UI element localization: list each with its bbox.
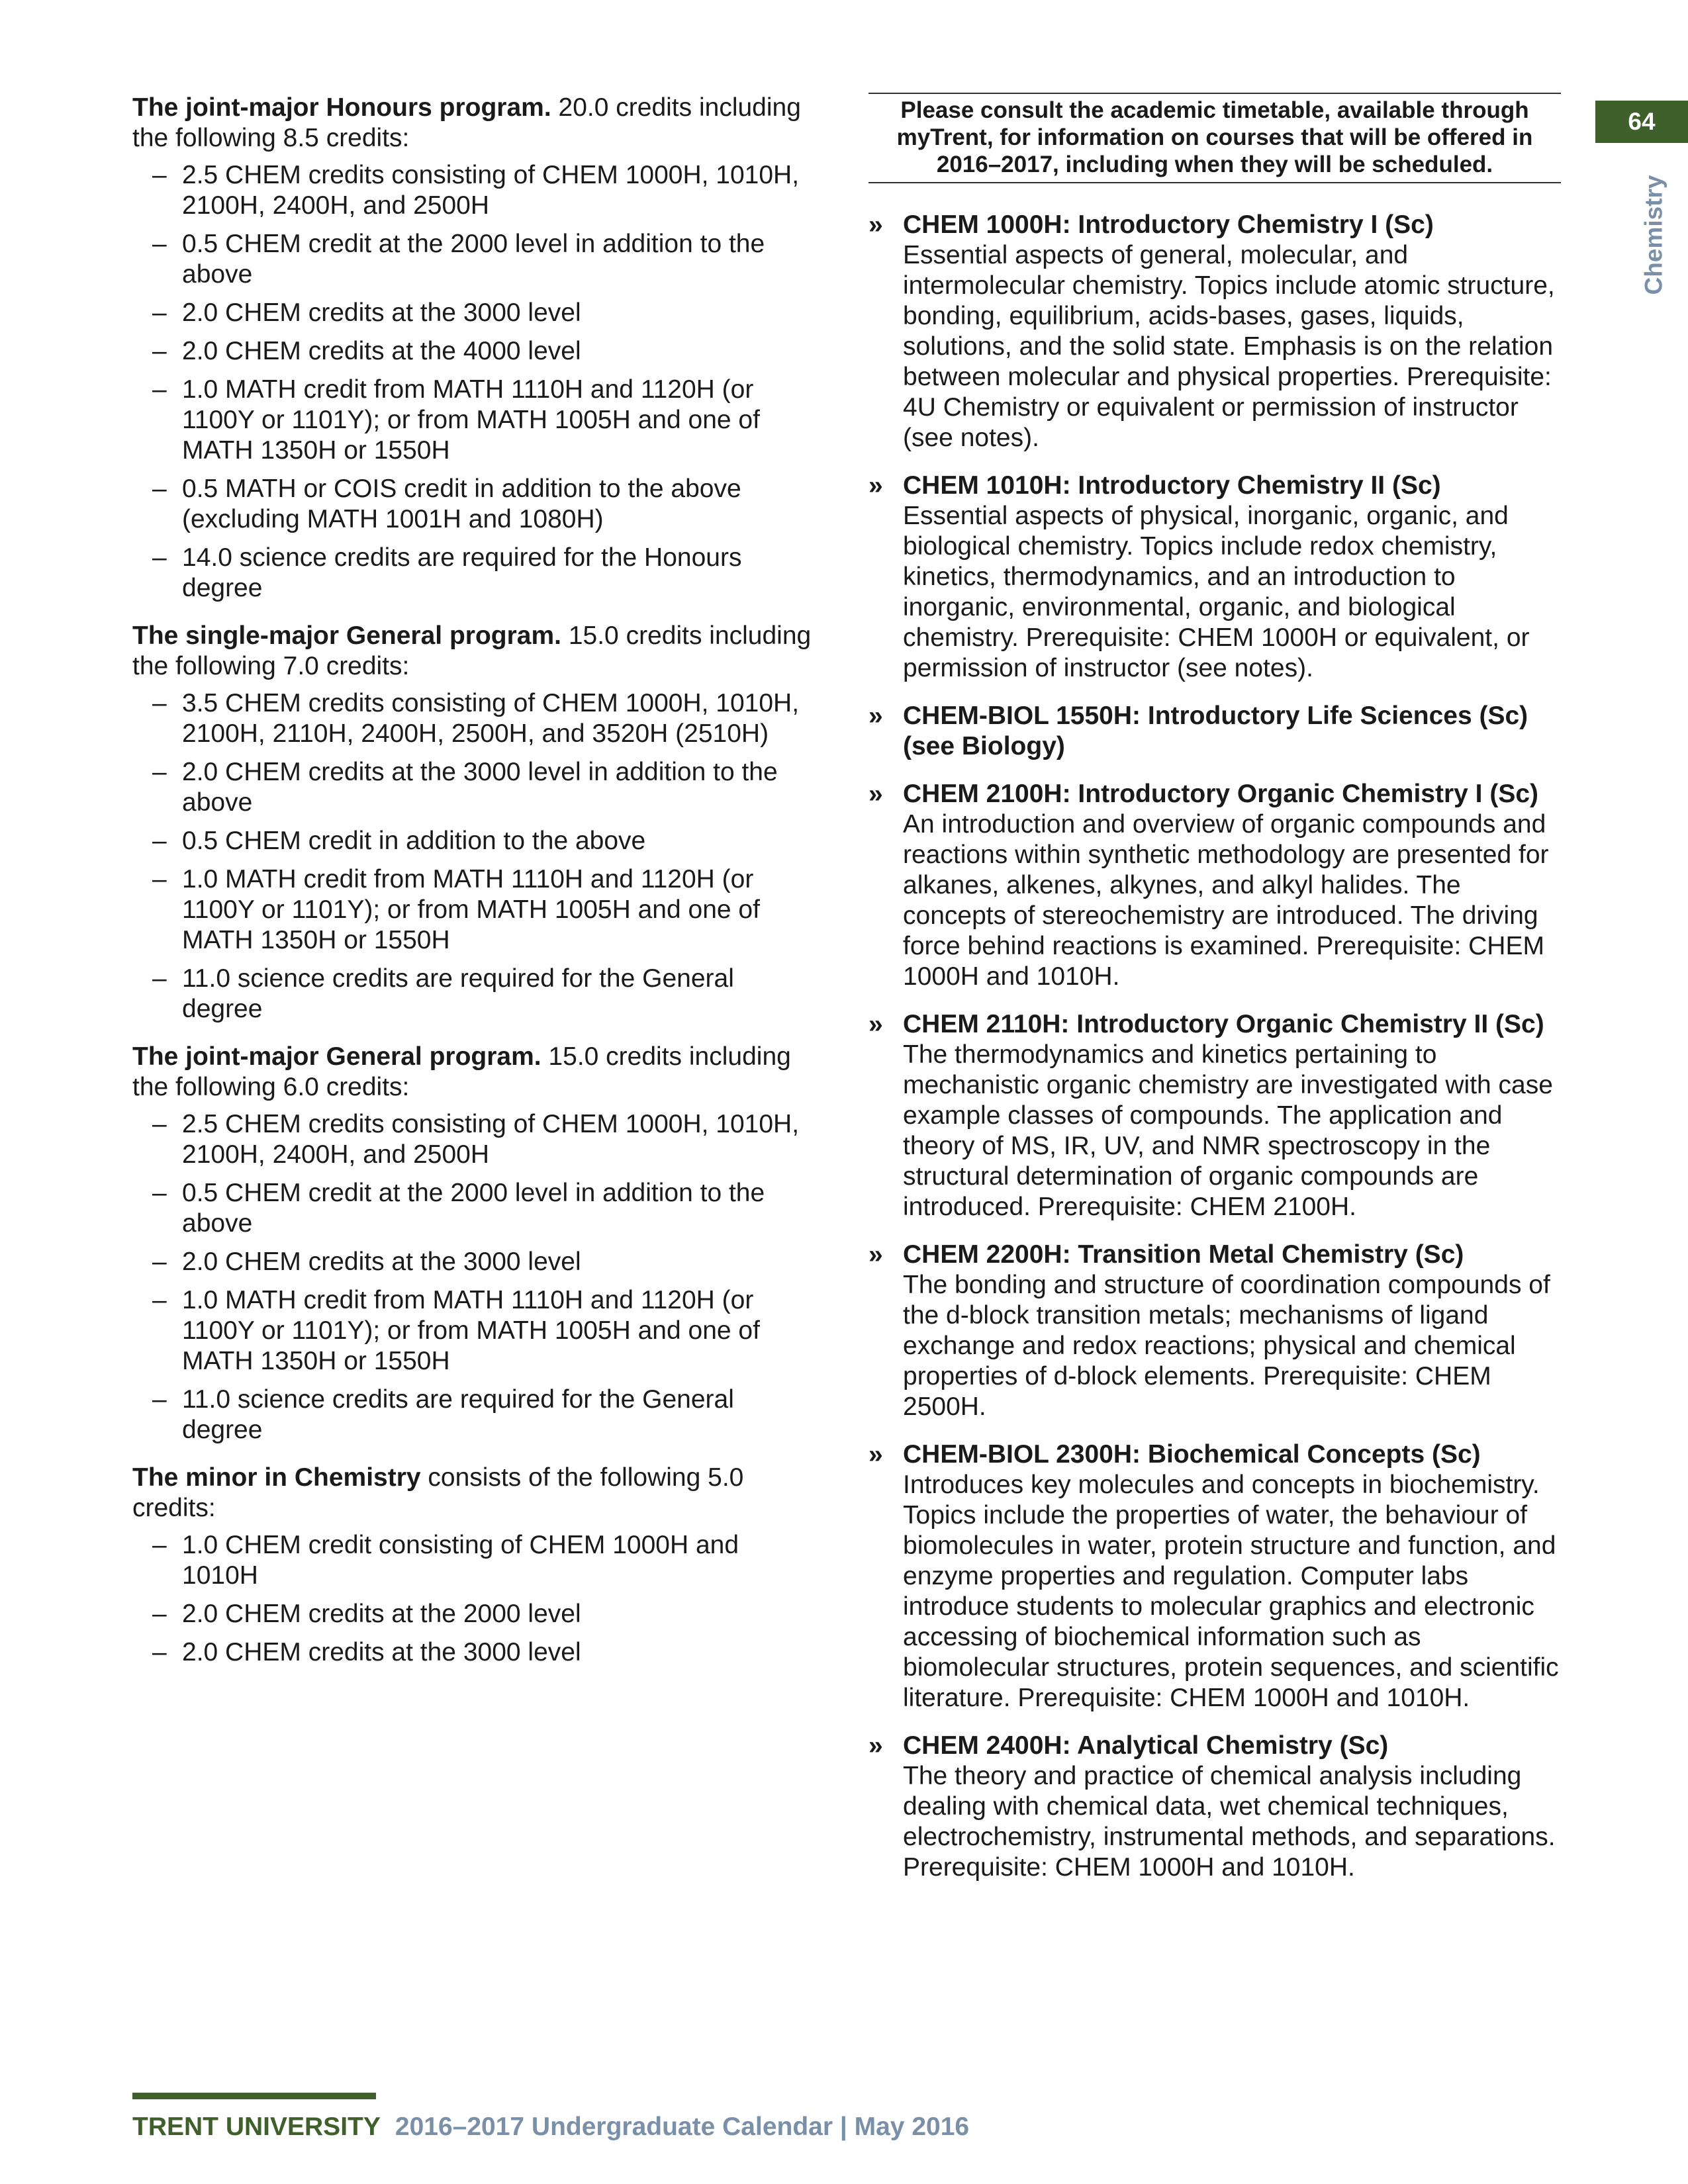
program-intro-text: 20.0 credits including the following 8.5 credits: [132,93,801,152]
credit-item-text: 14.0 science credits are required for the Honours degree [182,543,742,602]
credit-item-text: 1.0 MATH credit from MATH 1110H and 1120H (or 1100Y or 1101Y); or from MATH 1005H and one of MATH 1350H or 1550H [182,1286,760,1375]
left-column [132,93,814,1685]
dash-marker: – [152,161,167,189]
dash-marker: – [152,1531,167,1559]
right-column [868,93,1561,1900]
credit-list [132,688,814,1024]
credit-item-text: 2.0 CHEM credits at the 4000 level [182,337,581,365]
course-entry [868,779,1561,992]
credit-item [132,1385,814,1445]
credit-item-text: 2.0 CHEM credits at the 3000 level [182,298,581,327]
program-intro-text: 15.0 credits including the following 7.0 credits: [132,621,812,680]
course-entry [868,471,1561,684]
credit-item [132,1530,814,1591]
credit-item-text: 11.0 science credits are required for the General degree [182,964,734,1023]
credit-item [132,229,814,290]
dash-marker: – [152,758,167,786]
course-entry [868,1009,1561,1222]
course-description: The bonding and structure of coordination compounds of the d-block transition metals; mechanisms of ligand exchange and redox reactions; physical and chemical properties of d-block elements. Prerequisite: CHEM 2500H. [903,1271,1550,1421]
dash-marker: – [152,1248,167,1276]
credit-item [132,1285,814,1377]
program-intro [132,93,814,154]
course-title: CHEM 1000H: Introductory Chemistry I (Sc) [903,210,1434,239]
dash-marker: – [152,689,167,717]
footer [132,2113,969,2142]
credit-item [132,1178,814,1239]
program-title: The minor in Chemistry [132,1463,421,1492]
course-description: An introduction and overview of organic compounds and reactions within synthetic methodology are presented for alkanes, alkenes, alkynes, and alkyl halides. The concepts of stereochemistry are introduced. The driving force behind reactions is examined. Prerequisite: CHEM 1000H and 1010H. [903,810,1549,991]
credit-item-text: 2.5 CHEM credits consisting of CHEM 1000H, 1010H, 2100H, 2400H, and 2500H [182,1110,800,1169]
program-title: The joint-major General program. [132,1042,541,1071]
program-title: The single-major General program. [132,621,561,650]
credit-item [132,336,814,367]
course-bullet-icon: » [868,471,883,500]
course-title: CHEM 2100H: Introductory Organic Chemistry I (Sc) [903,780,1539,808]
course-bullet-icon: » [868,702,883,730]
course-title: CHEM-BIOL 1550H: Introductory Life Sciences (Sc) (see Biology) [903,702,1528,760]
credit-list [132,1109,814,1445]
course-bullet-icon: » [868,210,883,239]
credit-item [132,1109,814,1170]
credit-item-text: 2.0 CHEM credits at the 3000 level [182,1248,581,1276]
dash-marker: – [152,865,167,893]
credit-item [132,1637,814,1668]
program-intro-text: consists of the following 5.0 credits: [132,1463,744,1522]
dash-marker: – [152,1600,167,1628]
program-block [132,621,814,1024]
dash-marker: – [152,298,167,327]
dash-marker: – [152,964,167,993]
footer-rule [132,2093,376,2099]
course-entry [868,1731,1561,1883]
credit-item [132,474,814,535]
credit-item-text: 0.5 MATH or COIS credit in addition to the above (excluding MATH 1001H and 1080H) [182,475,741,533]
dash-marker: – [152,543,167,572]
dash-marker: – [152,230,167,258]
credit-item [132,1599,814,1629]
credit-list [132,1530,814,1668]
page-number-tab [1595,101,1688,143]
course-description: The theory and practice of chemical analysis including dealing with chemical data, wet chemical techniques, electrochemistry, instrumental methods, and separations. Prerequisite: CHEM 1000H and 1010H. [903,1762,1556,1882]
program-intro-text: 15.0 credits including the following 6.0 credits: [132,1042,791,1101]
credit-item-text: 0.5 CHEM credit in addition to the above [182,827,646,855]
credit-item [132,298,814,328]
page-number: 64 [1628,108,1656,135]
course-entry [868,1439,1561,1713]
dash-marker: – [152,1179,167,1207]
credit-item [132,757,814,818]
course-title: CHEM 2400H: Analytical Chemistry (Sc) [903,1731,1389,1760]
course-description: Essential aspects of general, molecular, and intermolecular chemistry. Topics include atomic structure, bonding, equilibrium, acids-bases, gases, liquids, solutions, and the solid state. Emphasis is on the relation between molecular and physical properties. Prerequisite: 4U Chemistry or equivalent or permission of instructor (see notes). [903,241,1555,452]
credit-item [132,375,814,466]
course-title: CHEM-BIOL 2300H: Biochemical Concepts (Sc) [903,1440,1481,1469]
credit-item-text: 2.0 CHEM credits at the 2000 level [182,1600,581,1628]
program-intro [132,1463,814,1524]
program-intro [132,1042,814,1103]
credit-item-text: 11.0 science credits are required for the General degree [182,1385,734,1444]
course-entry [868,701,1561,762]
credit-item-text: 2.5 CHEM credits consisting of CHEM 1000H, 1010H, 2100H, 2400H, and 2500H [182,161,800,220]
course-title: CHEM 2110H: Introductory Organic Chemistry II (Sc) [903,1010,1544,1038]
credit-list [132,160,814,604]
credit-item-text: 0.5 CHEM credit at the 2000 level in addition to the above [182,1179,765,1238]
course-title: CHEM 2200H: Transition Metal Chemistry (Sc) [903,1240,1464,1269]
course-description: Introduces key molecules and concepts in biochemistry. Topics include the properties of water, the behaviour of biomolecules in water, protein structure and function, and enzyme properties and regulation. Computer labs introduce students to molecular graphics and electronic accessing of biochemical information such as biomolecular structures, protein sequences, and scientific literature. Prerequisite: CHEM 1000H and 1010H. [903,1471,1559,1712]
dash-marker: – [152,337,167,365]
credit-item [132,964,814,1024]
course-bullet-icon: » [868,1010,883,1038]
credit-item-text: 1.0 MATH credit from MATH 1110H and 1120H (or 1100Y or 1101Y); or from MATH 1005H and one of MATH 1350H or 1550H [182,375,760,465]
program-block [132,1042,814,1445]
dash-marker: – [152,375,167,404]
dash-marker: – [152,1286,167,1314]
dash-marker: – [152,827,167,855]
credit-item [132,543,814,604]
footer-university: TRENT UNIVERSITY [132,2113,381,2141]
program-title: The joint-major Honours program. [132,93,551,122]
program-block [132,93,814,604]
section-side-label-text: Chemistry [1640,175,1667,295]
dash-marker: – [152,1110,167,1138]
credit-item-text: 1.0 MATH credit from MATH 1110H and 1120H (or 1100Y or 1101Y); or from MATH 1005H and one of MATH 1350H or 1550H [182,865,760,954]
footer-calendar: 2016–2017 Undergraduate Calendar | May 2016 [395,2113,970,2141]
credit-item-text: 2.0 CHEM credits at the 3000 level in addition to the above [182,758,778,817]
timetable-notice: Please consult the academic timetable, available through myTrent, for information on courses that will be offered in 2016–2017, including when they will be scheduled. [868,93,1561,183]
credit-item-text: 3.5 CHEM credits consisting of CHEM 1000H, 1010H, 2100H, 2110H, 2400H, 2500H, and 3520H (2510H) [182,689,800,748]
credit-item [132,688,814,749]
program-intro [132,621,814,682]
credit-item [132,826,814,856]
course-description: Essential aspects of physical, inorganic, organic, and biological chemistry. Topics include redox chemistry, kinetics, thermodynamics, and an introduction to inorganic, environmental, organic, and biological chemistry. Prerequisite: CHEM 1000H or equivalent, or permission of instructor (see notes). [903,502,1530,682]
course-bullet-icon: » [868,1240,883,1269]
credit-item-text: 1.0 CHEM credit consisting of CHEM 1000H and 1010H [182,1531,739,1590]
course-bullet-icon: » [868,1731,883,1760]
course-entry [868,1240,1561,1422]
course-description: The thermodynamics and kinetics pertaining to mechanistic organic chemistry are investigated with case example classes of compounds. The application and theory of MS, IR, UV, and NMR spectroscopy in the structural determination of organic compounds are introduced. Prerequisite: CHEM 2100H. [903,1040,1553,1221]
credit-item-text: 2.0 CHEM credits at the 3000 level [182,1638,581,1666]
course-bullet-icon: » [868,780,883,808]
dash-marker: – [152,1385,167,1414]
credit-item [132,864,814,956]
course-entry [868,210,1561,453]
dash-marker: – [152,475,167,503]
credit-item-text: 0.5 CHEM credit at the 2000 level in addition to the above [182,230,765,289]
course-title: CHEM 1010H: Introductory Chemistry II (Sc) [903,471,1441,500]
program-block [132,1463,814,1668]
section-side-label [1634,165,1673,304]
credit-item [132,160,814,221]
credit-item [132,1247,814,1277]
course-bullet-icon: » [868,1440,883,1469]
dash-marker: – [152,1638,167,1666]
